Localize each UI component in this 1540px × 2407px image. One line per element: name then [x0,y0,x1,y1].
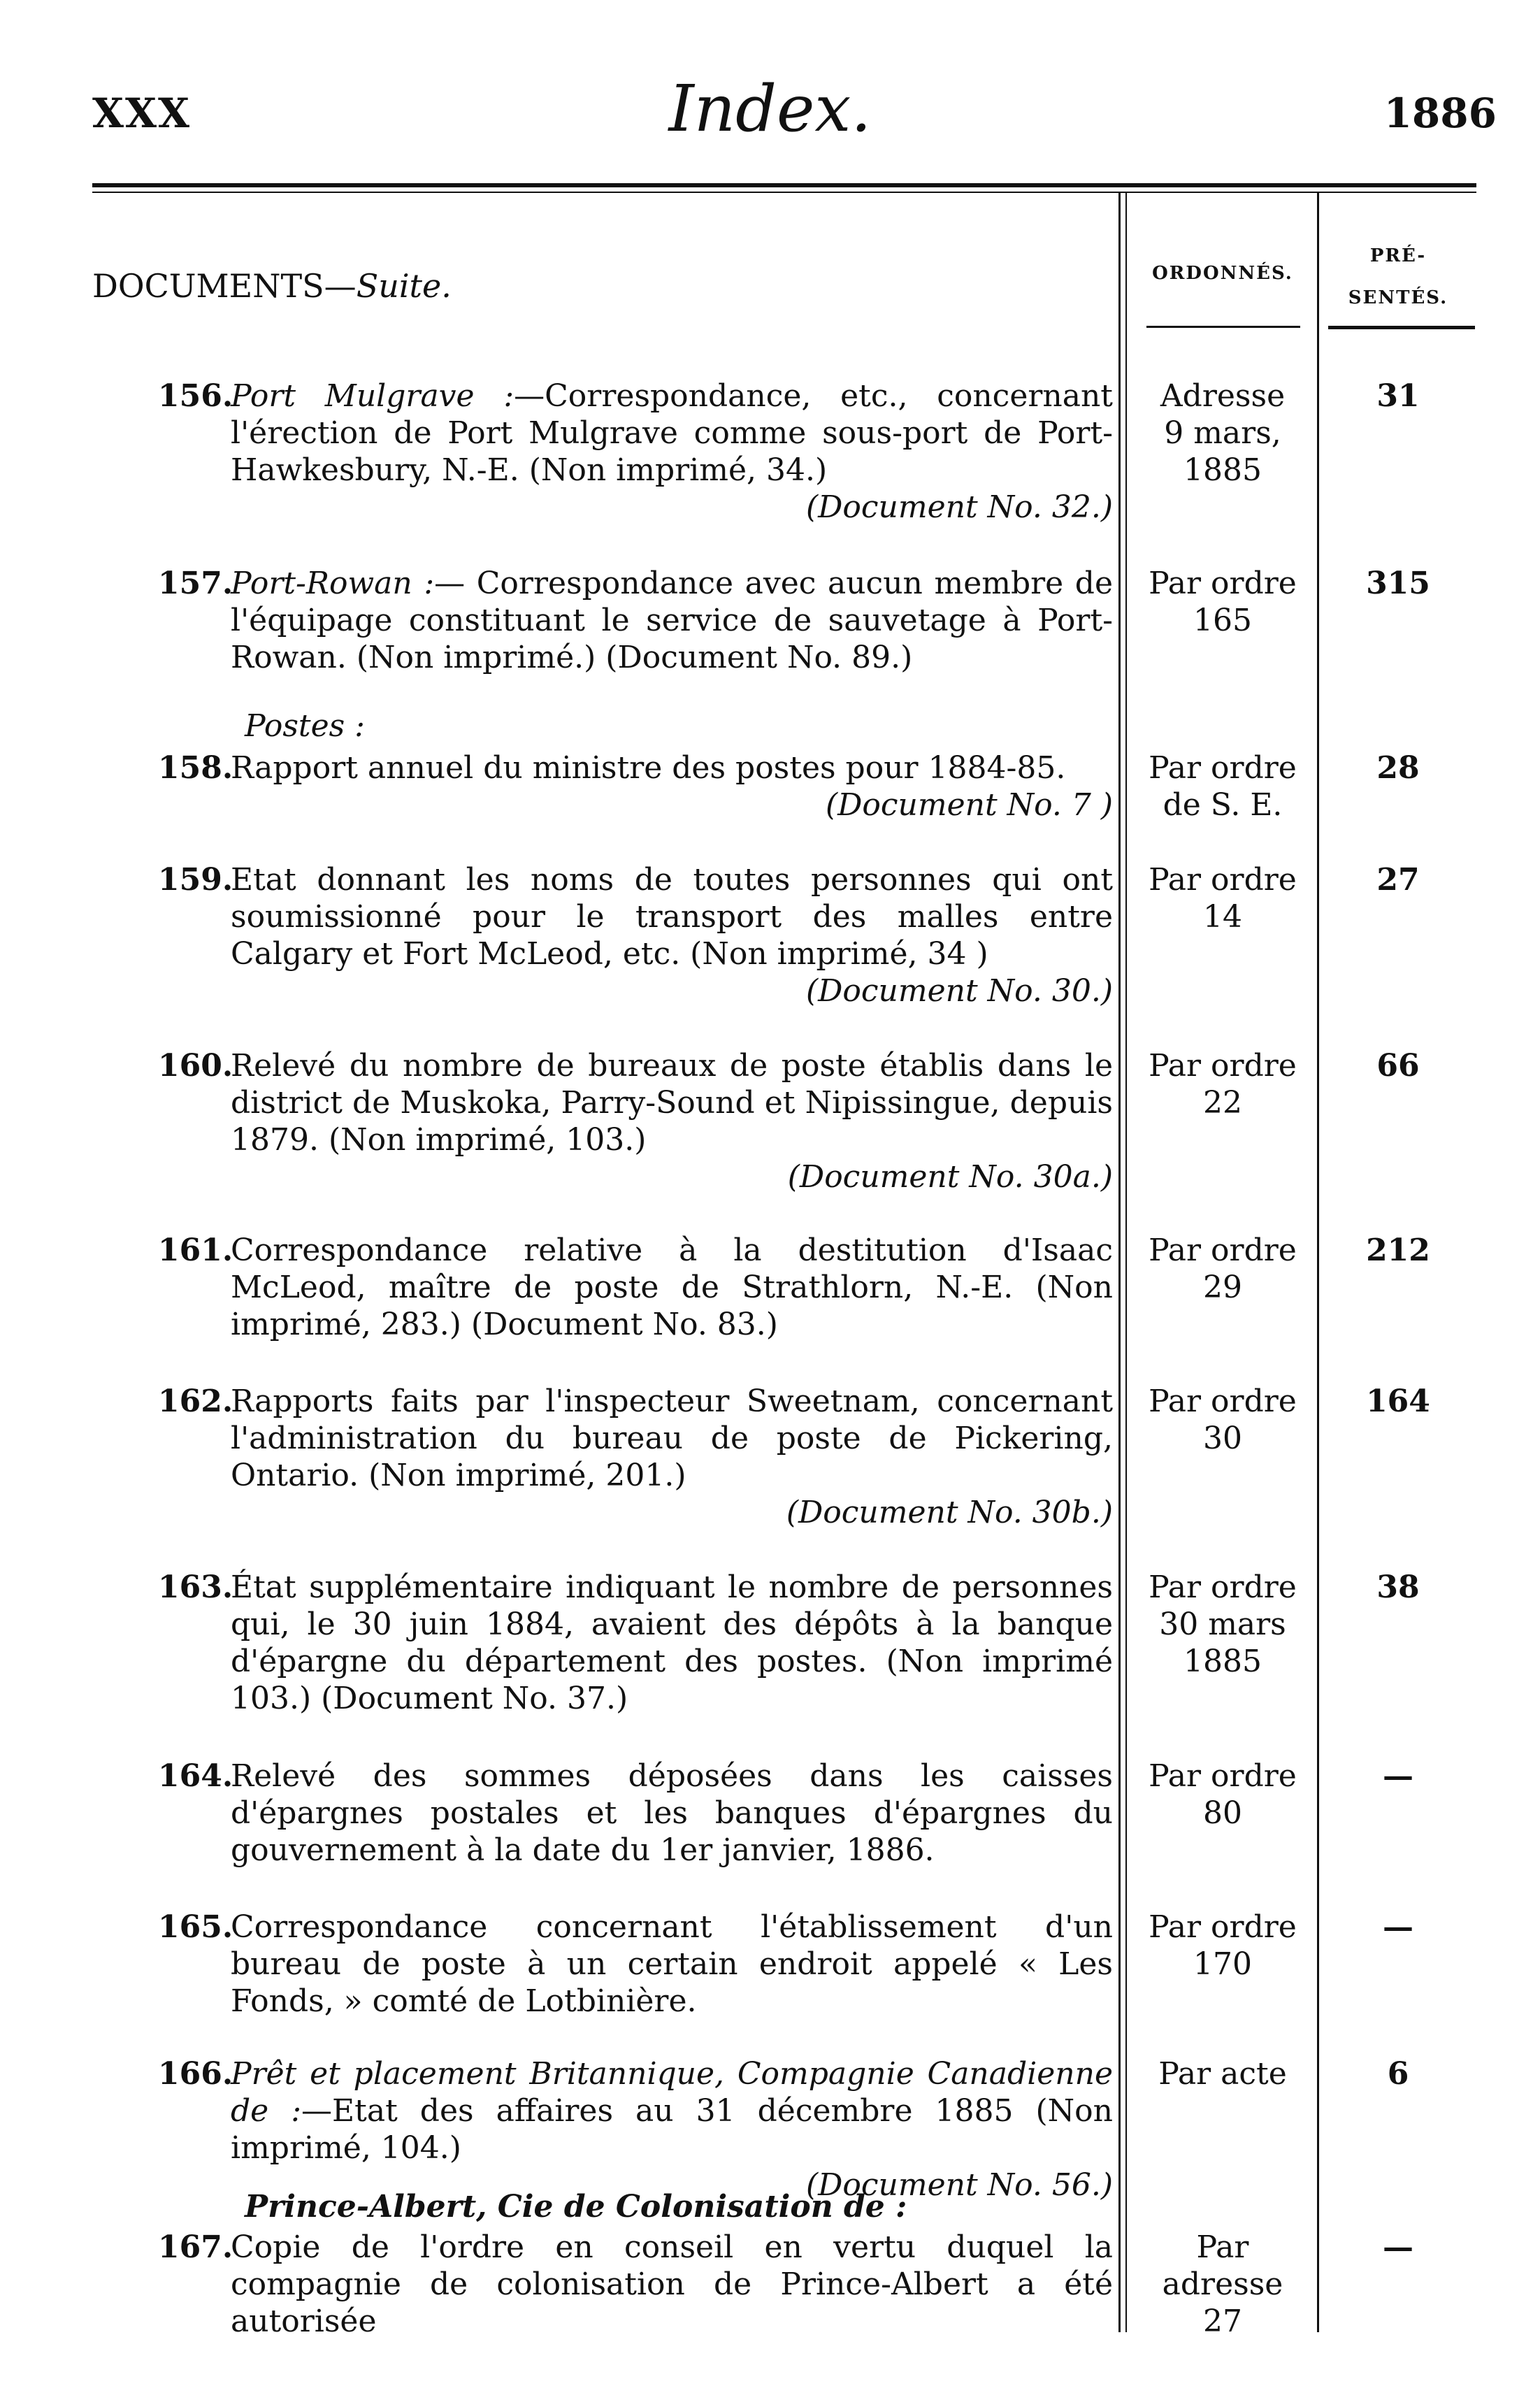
column-divider-3 [1317,193,1319,2332]
entry-number: 158. [158,750,233,786]
column-header-presentes [1321,235,1475,319]
entry-number: 162. [158,1384,233,1419]
header-rule-thin [92,192,1476,193]
entry-ordonnes [1134,1047,1311,1121]
entry-ordonnes [1134,861,1311,935]
ordonnes-line: 14 [1203,899,1242,935]
entry-text: État supplémentaire indiquant le nombre de personnes qui, le 30 juin 1884, avaient des dépôts à la banque d'épargne du département des postes. (Non imprimé 103.) (Document No. 37.) [231,1569,1113,1716]
entry-body [231,565,1113,676]
entry-ordonnes [1134,565,1311,639]
ordonnes-line: 1885 [1183,1644,1262,1679]
entry-ordonnes [1134,1758,1311,1832]
entry-document-ref: (Document No. 56.) [805,2167,1113,2203]
running-header-title: Index. [668,71,872,146]
entry-number: 163. [158,1569,233,1605]
running-header-year: 1886 [1383,89,1497,137]
entry-body [231,378,1113,526]
section-title-main: DOCUMENTS— [92,267,357,305]
ordonnes-line: Par ordre [1149,862,1297,898]
entry-document-ref: (Document No. 32.) [805,489,1113,525]
entry-number: 156. [158,378,233,414]
ordonnes-line: 165 [1193,603,1252,638]
entry-presentes: 27 [1376,862,1420,898]
entry-text: —Etat des affaires au 31 décembre 1885 (Non imprimé, 104.) [231,2093,1113,2166]
ordonnes-line: Par ordre [1149,1384,1297,1419]
column-head-underline-1 [1146,326,1300,328]
entry-number: 160. [158,1048,233,1084]
entry-text: Copie de l'ordre en conseil en vertu duquel la compagnie de colonisation de Prince-Albert a été autorisée [231,2229,1113,2339]
entry-text: Relevé du nombre de bureaux de poste établis dans le district de Muskoka, Parry-Sound et Nipissingue, depuis 1879. (Non imprimé, 103.) [231,1048,1113,1158]
entry-ordonnes [1134,1232,1311,1306]
entry-text: — Correspondance avec aucun membre de l'équipage constituant le service de sauvetage à Port-Rowan. (Non imprimé.) (Document No. 89.) [231,566,1113,675]
entry-ordonnes [1134,749,1311,824]
ordonnes-line: Par acte [1158,2056,1287,2092]
entry-number: 164. [158,1758,233,1794]
entry-text: —Correspondance, etc., concernant l'érection de Port Mulgrave comme sous-port de Port-Hawkesbury, N.-E. (Non imprimé, 34.) [231,378,1113,488]
ordonnes-line: Adresse [1160,378,1286,414]
ordonnes-line: Par ordre [1149,1048,1297,1084]
subheading-postes: Postes : [245,708,366,744]
entry-text: Relevé des sommes déposées dans les caisses d'épargnes postales et les banques d'épargnes du gouvernement à la date du 1er janvier, 1886. [231,1758,1113,1868]
entry-body [231,1383,1113,1531]
entry-body [231,1909,1113,2020]
entry-body [231,1758,1113,1869]
entry-ordonnes [1134,378,1311,489]
running-header-left: XXX [92,89,192,137]
entry-number: 165. [158,1909,233,1945]
entry-presentes: — [1383,1909,1413,1945]
subheading-prince-albert: Prince-Albert, Cie de Colonisation de : [245,2189,907,2225]
entry-body [231,1232,1113,1343]
column-divider-2 [1125,193,1127,2332]
entry-document-ref: (Document No. 30.) [805,973,1113,1009]
entry-number: 159. [158,862,233,898]
ordonnes-line: 29 [1203,1270,1242,1305]
entry-presentes: 164 [1366,1384,1430,1419]
entry-text: Rapport annuel du ministre des postes pour 1884-85. [231,750,1066,786]
header-rule-thick [92,183,1476,187]
entry-ordonnes [1134,1909,1311,1983]
entry-document-ref: (Document No. 30a.) [787,1159,1113,1195]
entry-presentes: 66 [1376,1048,1420,1084]
entry-presentes: 212 [1366,1233,1430,1268]
ordonnes-line: Par ordre [1149,1233,1297,1268]
ordonnes-line: 27 [1203,2304,1242,2339]
entry-presentes: 31 [1376,378,1420,414]
entry-presentes: 315 [1366,566,1430,601]
entry-ordonnes [1134,2229,1311,2340]
ordonnes-line: Par ordre [1149,750,1297,786]
ordonnes-line: 30 [1203,1421,1242,1456]
entry-body [231,1047,1113,1195]
section-title-suite: Suite. [356,267,452,305]
entry-ordonnes [1134,1569,1311,1680]
entry-body [231,861,1113,1009]
ordonnes-line: 170 [1193,1946,1252,1982]
entry-body [231,749,1113,824]
ordonnes-line: Par ordre [1149,1909,1297,1945]
column-header-ordonnes: ORDONNÉS. [1152,263,1293,284]
entry-presentes: 28 [1376,750,1420,786]
entry-document-ref: (Document No. 7 ) [825,787,1113,823]
ordonnes-line: Par ordre [1149,566,1297,601]
column-head-underline-2 [1328,326,1475,329]
entry-subject: Prêt et placement Britannique, Compagnie Canadienne de : [231,2056,1113,2129]
entry-subject: Port-Rowan : [231,566,435,601]
entry-presentes: — [1383,2229,1413,2265]
ordonnes-line: 22 [1203,1085,1242,1121]
entry-presentes: 38 [1376,1569,1420,1605]
ordonnes-line: 1885 [1183,452,1262,488]
entry-number: 166. [158,2056,233,2092]
ordonnes-line: 80 [1203,1795,1242,1831]
entry-body [231,1569,1113,1717]
column-divider-1 [1118,193,1121,2332]
ordonnes-line: 9 mars, [1164,415,1281,451]
ordonnes-line: 30 mars [1159,1607,1286,1642]
column-header-presentes-line2: SENTÉS. [1348,287,1448,308]
entry-subject: Port Mulgrave : [231,378,514,414]
entry-text: Rapports faits par l'inspecteur Sweetnam, concernant l'administration du bureau de poste de Pickering, Ontario. (Non imprimé, 201.) [231,1384,1113,1493]
entry-presentes: — [1383,1758,1413,1794]
entry-text: Etat donnant les noms de toutes personnes qui ont soumissionné pour le transport des malles entre Calgary et Fort McLeod, etc. (Non imprimé, 34 ) [231,862,1113,972]
column-header-presentes-line1: PRÉ- [1369,245,1427,266]
entry-body [231,2055,1113,2204]
ordonnes-line: Par ordre [1149,1569,1297,1605]
section-title [92,267,452,305]
entry-document-ref: (Document No. 30b.) [786,1495,1113,1530]
ordonnes-line: Par adresse [1162,2229,1283,2302]
entry-number: 167. [158,2229,233,2265]
entry-body [231,2229,1113,2340]
entry-ordonnes [1134,1383,1311,1457]
ordonnes-line: de S. E. [1163,787,1283,823]
entry-number: 157. [158,566,233,601]
entry-number: 161. [158,1233,233,1268]
entry-text: Correspondance relative à la destitution d'Isaac McLeod, maître de poste de Strathlorn, N.-E. (Non imprimé, 283.) (Document No. 83.) [231,1233,1113,1342]
entry-ordonnes [1134,2055,1311,2092]
ordonnes-line: Par ordre [1149,1758,1297,1794]
entry-presentes: 6 [1387,2056,1409,2092]
entry-text: Correspondance concernant l'établissement d'un bureau de poste à un certain endroit appelé « Les Fonds, » comté de Lotbinière. [231,1909,1113,2019]
